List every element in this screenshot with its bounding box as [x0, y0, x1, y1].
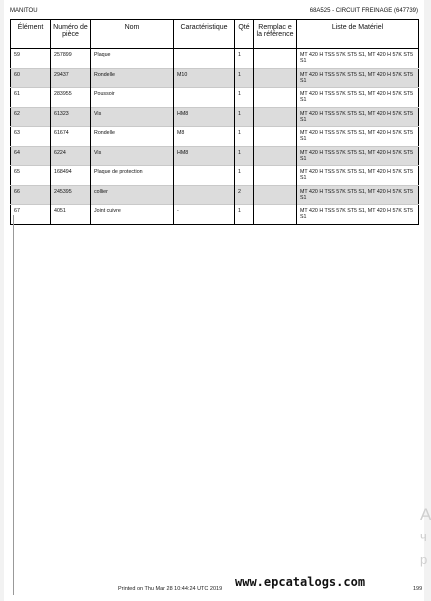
cell-element: 64: [11, 146, 51, 166]
cell-name: collier: [91, 185, 174, 205]
parts-table-container: [10, 19, 418, 225]
printed-timestamp: Printed on Thu Mar 28 10:44:24 UTC 2019: [118, 586, 223, 592]
cell-element: 61: [11, 88, 51, 108]
cell-quantity: 1: [235, 49, 254, 69]
cell-part-number: 4051: [51, 205, 91, 225]
cell-part-number: 168494: [51, 166, 91, 186]
cell-characteristic: [174, 49, 235, 69]
cell-characteristic: HM8: [174, 146, 235, 166]
cell-quantity: 1: [235, 127, 254, 147]
table-row: [11, 205, 419, 225]
cell-bill-of-materials: MT 420 H TSS 57K ST5 S1, MT 420 H 57K ST5 S1: [297, 127, 419, 147]
document-page: [4, 0, 431, 601]
cell-part-number: 61323: [51, 107, 91, 127]
cell-name: Joint cuivre: [91, 205, 174, 225]
cell-name: Vis: [91, 107, 174, 127]
cell-quantity: 1: [235, 68, 254, 88]
cell-characteristic: HM8: [174, 107, 235, 127]
cell-replaces: [254, 146, 297, 166]
cell-name: Plaque de protection: [91, 166, 174, 186]
cell-replaces: [254, 107, 297, 127]
cell-element: 60: [11, 68, 51, 88]
cell-bill-of-materials: MT 420 H TSS 57K ST5 S1, MT 420 H 57K ST5 S1: [297, 68, 419, 88]
cell-characteristic: M10: [174, 68, 235, 88]
cell-name: Plaque: [91, 49, 174, 69]
section-title: 68A525 - CIRCUIT FREINAGE (647739): [309, 8, 418, 14]
cell-characteristic: [174, 88, 235, 108]
cell-quantity: 1: [235, 107, 254, 127]
cell-quantity: 1: [235, 88, 254, 108]
cell-part-number: 61674: [51, 127, 91, 147]
cell-element: 62: [11, 107, 51, 127]
parts-table: [10, 19, 419, 225]
watermark-url[interactable]: www.epcatalogs.com: [235, 575, 366, 589]
side-letter: р: [420, 552, 428, 567]
table-row: [11, 146, 419, 166]
cell-part-number: 245395: [51, 185, 91, 205]
cell-bill-of-materials: MT 420 H TSS 57K ST5 S1, MT 420 H 57K ST5 S1: [297, 49, 419, 69]
cell-name: Rondelle: [91, 68, 174, 88]
cell-replaces: [254, 205, 297, 225]
margin-rule: [13, 215, 14, 595]
cell-characteristic: [174, 166, 235, 186]
table-row: [11, 107, 419, 127]
cell-element: 63: [11, 127, 51, 147]
cell-part-number: 29437: [51, 68, 91, 88]
cell-characteristic: M8: [174, 127, 235, 147]
cell-quantity: 1: [235, 166, 254, 186]
cell-replaces: [254, 49, 297, 69]
cell-quantity: 2: [235, 185, 254, 205]
cell-name: Rondelle: [91, 127, 174, 147]
cell-bill-of-materials: MT 420 H TSS 57K ST5 S1, MT 420 H 57K ST5 S1: [297, 107, 419, 127]
cell-characteristic: [174, 185, 235, 205]
column-header-quantity: Qté: [235, 20, 254, 49]
table-row: [11, 88, 419, 108]
cell-part-number: 257899: [51, 49, 91, 69]
table-row: [11, 166, 419, 186]
column-header-name: Nom: [91, 20, 174, 49]
cell-name: Poussoir: [91, 88, 174, 108]
table-header-row: [11, 20, 419, 49]
cell-quantity: 1: [235, 146, 254, 166]
brand-label: MANITOU: [10, 8, 38, 14]
cell-element: 67: [11, 205, 51, 225]
cell-replaces: [254, 127, 297, 147]
cell-bill-of-materials: MT 420 H TSS 57K ST5 S1, MT 420 H 57K ST5 S1: [297, 166, 419, 186]
cell-replaces: [254, 185, 297, 205]
page-number: 199: [413, 586, 423, 592]
table-row: [11, 127, 419, 147]
cell-replaces: [254, 88, 297, 108]
cell-name: Vis: [91, 146, 174, 166]
cell-bill-of-materials: MT 420 H TSS 57K ST5 S1, MT 420 H 57K ST5 S1: [297, 185, 419, 205]
side-letter: ч: [420, 529, 427, 544]
cell-replaces: [254, 68, 297, 88]
cell-characteristic: -: [174, 205, 235, 225]
cell-element: 65: [11, 166, 51, 186]
cell-quantity: 1: [235, 205, 254, 225]
column-header-bill-of-materials: Liste de Matériel: [297, 20, 419, 49]
cell-bill-of-materials: MT 420 H TSS 57K ST5 S1, MT 420 H 57K ST5 S1: [297, 205, 419, 225]
side-letter: A: [420, 505, 431, 524]
column-header-part-number: Numéro de pièce: [51, 20, 91, 49]
cell-bill-of-materials: MT 420 H TSS 57K ST5 S1, MT 420 H 57K ST5 S1: [297, 146, 419, 166]
cell-part-number: 283955: [51, 88, 91, 108]
table-row: [11, 49, 419, 69]
column-header-replaces: Remplac e la référence: [254, 20, 297, 49]
table-row: [11, 185, 419, 205]
cell-element: 66: [11, 185, 51, 205]
cell-part-number: 6224: [51, 146, 91, 166]
column-header-element: Élément: [11, 20, 51, 49]
table-row: [11, 68, 419, 88]
cell-element: 59: [14, 52, 20, 58]
cell-replaces: [254, 166, 297, 186]
cell-bill-of-materials: MT 420 H TSS 57K ST5 S1, MT 420 H 57K ST5 S1: [297, 88, 419, 108]
column-header-characteristic: Caractéristique: [174, 20, 235, 49]
